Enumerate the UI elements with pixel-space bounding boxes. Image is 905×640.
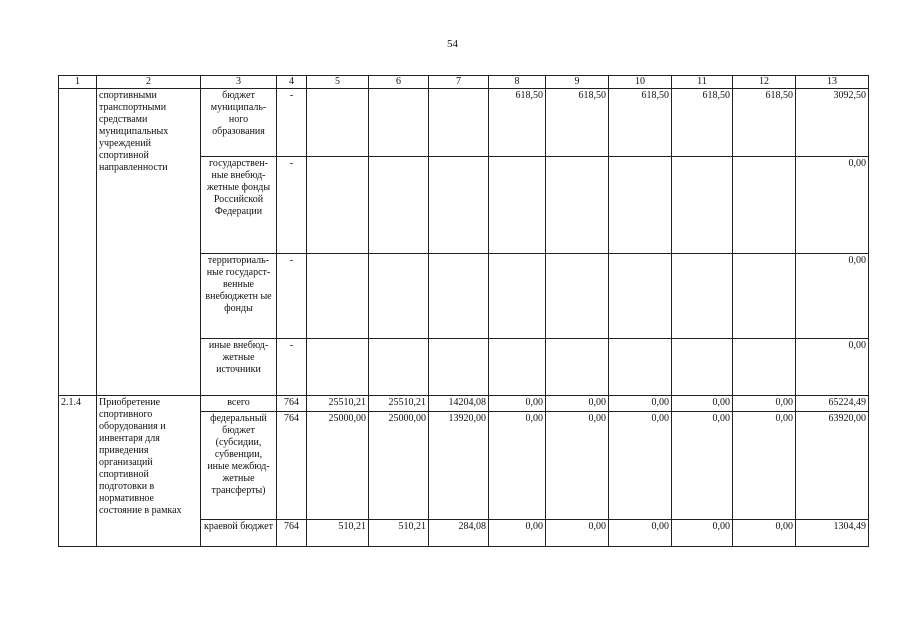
- total-cell: 0,00: [796, 339, 869, 396]
- value-cell: 0,00: [672, 520, 733, 547]
- code-cell: 764: [277, 520, 307, 547]
- value-cell: 0,00: [546, 520, 609, 547]
- value-cell: [369, 254, 429, 339]
- value-cell: [489, 157, 546, 254]
- header-cell: 13: [796, 76, 869, 89]
- funding-source-cell: краевой бюджет: [201, 520, 277, 547]
- code-cell: -: [277, 157, 307, 254]
- header-cell: 4: [277, 76, 307, 89]
- value-cell: [672, 339, 733, 396]
- header-cell: 1: [59, 76, 97, 89]
- value-cell: 618,50: [672, 89, 733, 157]
- item-number-cell: [59, 89, 97, 396]
- value-cell: [672, 254, 733, 339]
- value-cell: 25510,21: [307, 396, 369, 412]
- value-cell: [733, 254, 796, 339]
- value-cell: [733, 339, 796, 396]
- value-cell: 0,00: [672, 412, 733, 520]
- value-cell: [546, 254, 609, 339]
- value-cell: [546, 157, 609, 254]
- header-cell: 9: [546, 76, 609, 89]
- funding-source-cell: иные внебюд-жетные источники: [201, 339, 277, 396]
- value-cell: [307, 254, 369, 339]
- header-cell: 11: [672, 76, 733, 89]
- value-cell: 25510,21: [369, 396, 429, 412]
- table-row: [59, 89, 869, 157]
- total-cell: 65224,49: [796, 396, 869, 412]
- budget-table: [58, 75, 869, 547]
- value-cell: [609, 254, 672, 339]
- code-cell: -: [277, 89, 307, 157]
- header-row: [59, 76, 869, 89]
- value-cell: 284,08: [429, 520, 489, 547]
- header-cell: 2: [97, 76, 201, 89]
- item-name-cell: Приобретение спортивного оборудования и инвентаря для приведения организаций спортивной подготовки в нормативное состояние в рамках: [97, 396, 201, 547]
- value-cell: [307, 339, 369, 396]
- value-cell: 618,50: [609, 89, 672, 157]
- funding-source-cell: государствен-ные внебюд-жетные фонды Российской Федерации: [201, 157, 277, 254]
- value-cell: 0,00: [733, 520, 796, 547]
- funding-source-cell: федеральный бюджет (субсидии, субвенции, иные межбюд-жетные трансферты): [201, 412, 277, 520]
- value-cell: 0,00: [609, 396, 672, 412]
- value-cell: [369, 89, 429, 157]
- value-cell: [609, 339, 672, 396]
- value-cell: 510,21: [369, 520, 429, 547]
- header-cell: 10: [609, 76, 672, 89]
- funding-source-cell: всего: [201, 396, 277, 412]
- value-cell: [672, 157, 733, 254]
- header-cell: 3: [201, 76, 277, 89]
- value-cell: 618,50: [733, 89, 796, 157]
- header-cell: 6: [369, 76, 429, 89]
- value-cell: 0,00: [546, 396, 609, 412]
- value-cell: 618,50: [546, 89, 609, 157]
- value-cell: 0,00: [733, 396, 796, 412]
- value-cell: [429, 339, 489, 396]
- value-cell: 0,00: [546, 412, 609, 520]
- value-cell: 0,00: [733, 412, 796, 520]
- total-cell: 3092,50: [796, 89, 869, 157]
- value-cell: 618,50: [489, 89, 546, 157]
- value-cell: [546, 339, 609, 396]
- value-cell: [489, 254, 546, 339]
- total-cell: 0,00: [796, 157, 869, 254]
- value-cell: 13920,00: [429, 412, 489, 520]
- value-cell: [733, 157, 796, 254]
- page-number: 54: [447, 38, 458, 50]
- value-cell: 0,00: [489, 412, 546, 520]
- value-cell: [429, 89, 489, 157]
- total-cell: 0,00: [796, 254, 869, 339]
- value-cell: 0,00: [489, 520, 546, 547]
- value-cell: 25000,00: [307, 412, 369, 520]
- value-cell: [369, 339, 429, 396]
- item-number-cell: 2.1.4: [59, 396, 97, 547]
- value-cell: [307, 89, 369, 157]
- value-cell: 510,21: [307, 520, 369, 547]
- total-cell: 63920,00: [796, 412, 869, 520]
- value-cell: [609, 157, 672, 254]
- value-cell: 25000,00: [369, 412, 429, 520]
- value-cell: [489, 339, 546, 396]
- code-cell: -: [277, 254, 307, 339]
- header-cell: 7: [429, 76, 489, 89]
- header-cell: 5: [307, 76, 369, 89]
- total-cell: 1304,49: [796, 520, 869, 547]
- code-cell: 764: [277, 412, 307, 520]
- value-cell: [429, 254, 489, 339]
- table-row: [59, 396, 869, 412]
- funding-source-cell: территориаль-ные государст-венные внебюджетн ые фонды: [201, 254, 277, 339]
- header-cell: 8: [489, 76, 546, 89]
- code-cell: -: [277, 339, 307, 396]
- value-cell: [369, 157, 429, 254]
- value-cell: 0,00: [489, 396, 546, 412]
- value-cell: [429, 157, 489, 254]
- code-cell: 764: [277, 396, 307, 412]
- value-cell: 14204,08: [429, 396, 489, 412]
- value-cell: [307, 157, 369, 254]
- value-cell: 0,00: [672, 396, 733, 412]
- value-cell: 0,00: [609, 412, 672, 520]
- item-name-cell: спортивными транспортными средствами муниципальных учреждений спортивной направленности: [97, 89, 201, 396]
- value-cell: 0,00: [609, 520, 672, 547]
- funding-source-cell: бюджет муниципаль-ного образования: [201, 89, 277, 157]
- header-cell: 12: [733, 76, 796, 89]
